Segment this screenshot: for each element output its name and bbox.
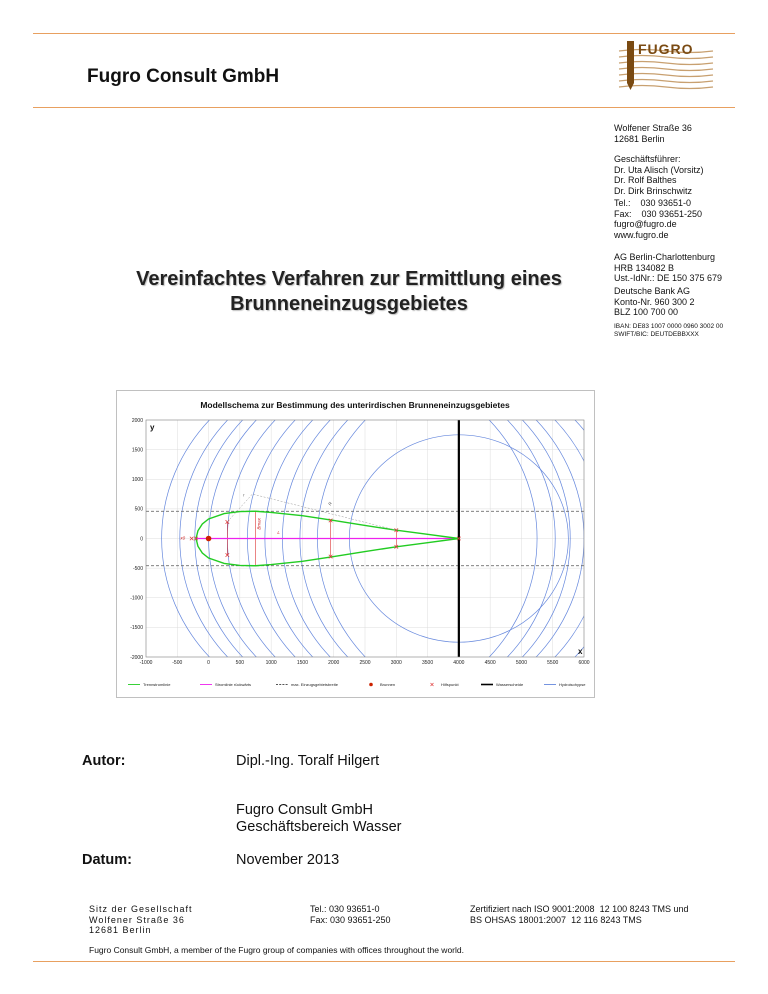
sidebar-iban: IBAN: DE83 1007 0000 0960 3002 00 SWIFT/BIC: DEUTDEBBXXX [614,323,724,338]
x-tick-label: -500 [172,660,183,666]
y-tick-label: 2000 [131,417,143,424]
author-label: Autor: [82,753,126,769]
x-tick-label: 6000 [578,660,590,666]
legend-swatch [369,683,373,687]
x-tick-label: 0 [207,660,210,666]
x-tick-label: 4500 [484,660,496,666]
x-tick-label: 5500 [547,660,559,666]
x-axis-label: x [578,647,583,656]
bottom-rule [33,961,735,962]
y-tick-label: 1000 [131,477,143,484]
x-tick-label: 5000 [515,660,527,666]
y-axis-label: y [150,423,155,432]
org-division: Geschäftsbereich Wasser [236,819,402,835]
annotation-label: r [242,492,245,498]
annotation-label: L [277,529,280,535]
footer-seat: Sitz der Gesellschaft Wolfener Straße 36 12681 Berlin [89,904,193,935]
legend-label: Wasserscheide [496,682,524,687]
footer-cert: Zertifiziert nach ISO 9001:2008 12 100 8243 TMS und BS OHSAS 18001:2007 12 116 8243 TMS [470,904,689,925]
x-tick-label: -1000 [139,660,153,666]
x-tick-label: 500 [235,660,245,666]
document-title: Vereinfachtes Verfahren zur Ermittlung eines Brunneneinzugsgebietes [136,268,562,315]
y-tick-label: -2000 [130,654,143,661]
legend-label: Hilfspunkt [441,682,459,687]
annotation-label: Bmax [256,518,262,530]
sidebar-registry: AG Berlin-Charlottenburg HRB 134082 B Ust.-IdNr.: DE 150 375 679 [614,252,723,283]
y-tick-label: 0 [140,536,143,543]
chart-title: Modellschema zur Bestimmung des unterirdischen Brunneneinzugsgebietes [200,400,510,410]
date-label: Datum: [82,852,132,868]
header-rule [33,107,735,108]
company-name: Fugro Consult GmbH [87,66,280,87]
legend-label: max. Einzugsgebietsbreite [291,682,338,687]
x-tick-label: 1500 [296,660,308,666]
top-rule [33,33,735,34]
y-tick-label: -1000 [130,595,143,602]
fugro-logo [617,37,715,92]
y-tick-label: 1500 [131,447,143,454]
legend-label: Hydroisohypse [559,682,586,687]
chart [116,390,595,698]
footer-phone: Tel.: 030 93651-0 Fax: 030 93651-250 [310,904,391,925]
sidebar-contact: Tel.: 030 93651-0 Fax: 030 93651-250 fugro@fugro.de www.fugro.de [614,198,703,240]
y-tick-label: 500 [134,506,143,513]
well-marker [206,536,212,542]
org-name: Fugro Consult GmbH [236,802,373,818]
y-tick-label: -1500 [130,625,143,632]
legend-label: Trennstromlinie [143,682,171,687]
x-tick-label: 3500 [422,660,434,666]
sidebar-bank: Deutsche Bank AG Konto-Nr. 960 300 2 BLZ 100 700 00 [614,286,695,317]
legend-label: Stromlinie rückwärts [215,682,252,687]
x-tick-label: 2500 [359,660,371,666]
svg-text:FUGRO: FUGRO [638,41,694,57]
x-tick-label: 4000 [453,660,465,666]
annotation-label: R [327,501,334,507]
sidebar-management: Geschäftsführer: Dr. Uta Alisch (Vorsitz) Dr. Rolf Balthes Dr. Dirk Brinschwitz [614,154,704,196]
x-tick-label: 3000 [390,660,402,666]
x-tick-label: 1000 [265,660,277,666]
x-tick-label: 2000 [328,660,340,666]
author-name: Dipl.-Ing. Toralf Hilgert [236,753,380,769]
y-tick-label: -500 [132,565,143,572]
annotation-label: x0 [180,535,186,541]
sidebar-address: Wolfener Straße 36 12681 Berlin [614,123,692,144]
date-value: November 2013 [236,852,340,868]
legend-label: Brunnen [380,682,396,687]
footer-group: Fugro Consult GmbH, a member of the Fugro group of companies with offices throughout the world. [89,945,464,955]
